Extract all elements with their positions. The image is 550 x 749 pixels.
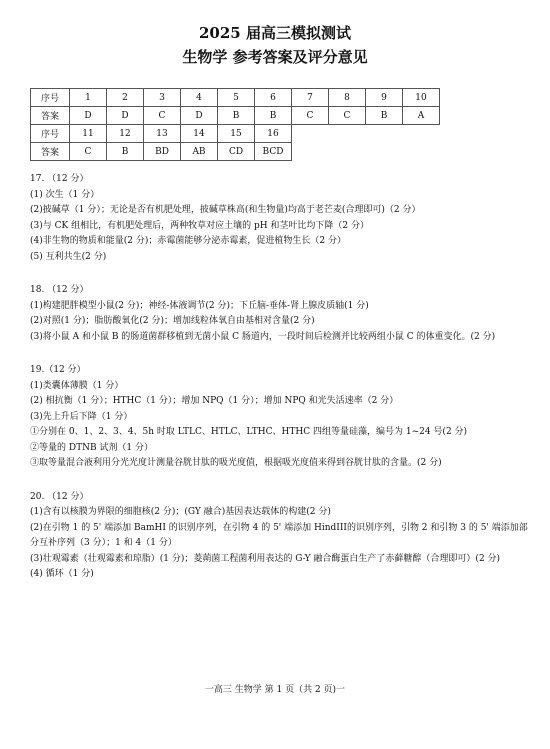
question-number: 16 bbox=[255, 125, 292, 143]
answer-cell: AB bbox=[181, 143, 218, 161]
question-number: 15 bbox=[218, 125, 255, 143]
answer-line: (2) 相抗衡（1 分）；HTHC（1 分）；增加 NPQ（1 分）；增加 NPQ 和光失活速率（2 分） bbox=[30, 396, 399, 406]
row-label: 答案 bbox=[31, 107, 70, 125]
answer-line: (1)构建肥胖模型小鼠(2 分)；神经-体液调节(2 分)；下丘脑-垂体-肾上腺皮质轴(1 分) bbox=[30, 300, 369, 311]
answer-line: ③取等量混合液利用分光光度计测量谷胱甘肽的吸光度值，根据吸光度值来得到谷胱甘肽的含量。(2 分) bbox=[30, 458, 442, 468]
answer-line: ②等量的 DTNB 试剂（1 分） bbox=[30, 442, 154, 453]
row-label: 答案 bbox=[31, 143, 70, 161]
question-number: 12 bbox=[107, 125, 144, 143]
answer-line: (3)壮观霉素（壮观霉素和琼脂）(1 分)；菱蒴菌工程菌利用表达的 G-Y 融合酶蛋白生产了赤藓糖醇（合理即可）(2 分) bbox=[30, 553, 501, 564]
answer-cell: BCD bbox=[255, 143, 292, 161]
answer-cell: B bbox=[218, 107, 255, 125]
question-heading: 20. （12 分） bbox=[30, 491, 89, 502]
table-row bbox=[31, 125, 440, 143]
answer-line: (5) 互利共生(2 分) bbox=[30, 251, 107, 262]
answer-cell: C bbox=[329, 107, 366, 125]
answer-cell: B bbox=[366, 107, 403, 125]
answer-line: (1)含有以核膜为界限的细胞核(2 分)；(GY 融合)基因表达载体的构建(2 分) bbox=[30, 507, 331, 517]
answer-cell: BD bbox=[144, 143, 181, 161]
page-footer: 一高三 生物学 第 1 页（共 2 页)一 bbox=[204, 685, 346, 695]
question-number: 5 bbox=[218, 89, 255, 107]
answer-cell: D bbox=[181, 107, 218, 125]
question-number: 4 bbox=[181, 89, 218, 107]
answer-cell: B bbox=[107, 143, 144, 161]
answer-line: (2)披碱草（1 分）；无论是否有机肥处理，披碱草株高(和生物量)均高于老芒麦(合理即可)（2 分） bbox=[30, 205, 421, 215]
answer-line: (1) 次生（1 分） bbox=[30, 189, 100, 200]
question-number: 7 bbox=[292, 89, 329, 107]
row-label: 序号 bbox=[31, 125, 70, 143]
answer-line: (3)与 CK 组相比，有机肥处理后，两种牧草对应土壤的 pH 和茎叶比均下降（2 分） bbox=[30, 220, 370, 231]
row-label: 序号 bbox=[31, 89, 70, 107]
answer-cell: A bbox=[403, 107, 440, 125]
answer-line: (4) 循环（1 分) bbox=[30, 569, 94, 579]
question-number: 2 bbox=[107, 89, 144, 107]
answer-line: (4)非生物的物质和能量(2 分)；赤霉菌能够分泌赤霉素，促进植物生长（2 分） bbox=[30, 236, 346, 246]
question-number: 8 bbox=[329, 89, 366, 107]
answer-table bbox=[30, 88, 440, 161]
answer-line: (2)对照(1 分)；脂肪酸氧化(2 分)；增加线粒体氧自由基相对含量(2 分) bbox=[30, 316, 315, 326]
table-row bbox=[31, 143, 440, 161]
answer-cell: B bbox=[255, 107, 292, 125]
table-row bbox=[31, 89, 440, 107]
question-number: 6 bbox=[255, 89, 292, 107]
answer-line: (1)类囊体薄膜（1 分） bbox=[30, 380, 124, 391]
answer-cell: C bbox=[70, 143, 107, 161]
question-number: 1 bbox=[70, 89, 107, 107]
answer-line: (2)在引物 1 的 5' 端添加 BamHI 的识别序列，在引物 4 的 5' 端添加 HindIII的识别序列，引物 2 和引物 3 的 5' 端添加部分互补序列（3 分）；1 和 4（1 分） bbox=[30, 522, 528, 548]
question-number: 9 bbox=[366, 89, 403, 107]
question-number: 13 bbox=[144, 125, 181, 143]
answer-line: ①分别在 0、1、2、3、4、5h 时取 LTLC、HTLC、LTHC、HTHC 四组等量硅藻，编号为 1~24 号(2 分) bbox=[30, 427, 468, 437]
question-number: 3 bbox=[144, 89, 181, 107]
table-row bbox=[31, 107, 440, 125]
answer-cell: CD bbox=[218, 143, 255, 161]
answer-line: (3)先上升后下降（1 分） bbox=[30, 411, 133, 422]
question-number: 11 bbox=[70, 125, 107, 143]
answer-cell: D bbox=[107, 107, 144, 125]
question-heading: 19.（12 分） bbox=[30, 365, 86, 375]
question-heading: 18. （12 分） bbox=[30, 285, 89, 295]
answer-body bbox=[30, 172, 530, 583]
answer-cell: C bbox=[292, 107, 329, 125]
exam-title: 2025 届高三模拟测试 bbox=[199, 24, 351, 42]
exam-subtitle: 生物学 参考答案及评分意见 bbox=[182, 48, 368, 66]
answer-cell: D bbox=[70, 107, 107, 125]
question-heading: 17. （12 分） bbox=[30, 174, 89, 184]
answer-line: (3)将小鼠 A 和小鼠 B 的肠道菌群移植到无菌小鼠 C 肠道内，一段时间后检测并比较两组小鼠 C 的体重变化。(2 分) bbox=[30, 331, 496, 342]
answer-cell: C bbox=[144, 107, 181, 125]
question-number: 14 bbox=[181, 125, 218, 143]
question-number: 10 bbox=[403, 89, 440, 107]
